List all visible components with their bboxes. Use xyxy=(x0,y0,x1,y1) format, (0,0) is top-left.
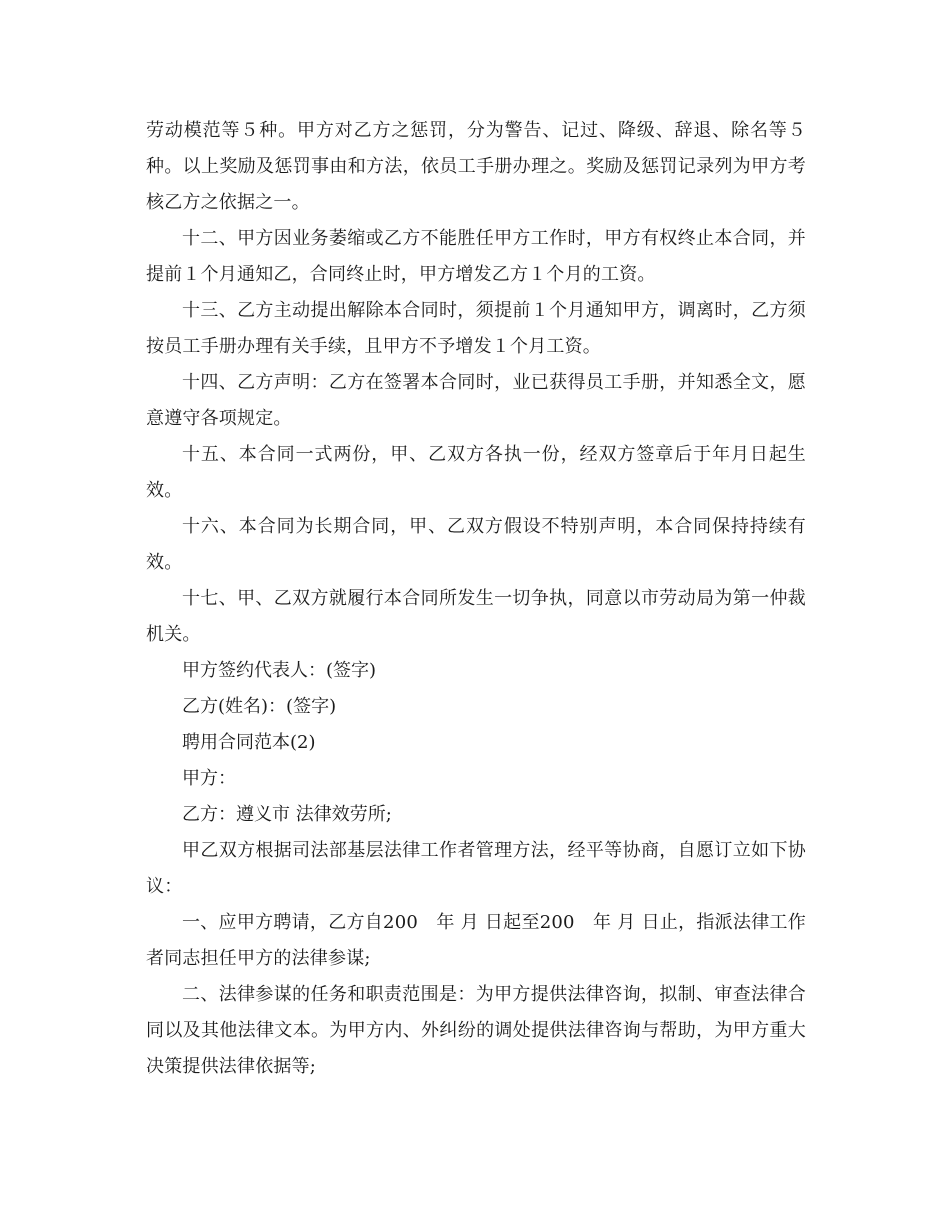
paragraph-clause-12: 十二、甲方因业务萎缩或乙方不能胜任甲方工作时，甲方有权终止本合同，并提前１个月通知乙，合同终止时，甲方增发乙方１个月的工资。 xyxy=(146,228,806,285)
paragraph-clause-13: 十三、乙方主动提出解除本合同时，须提前１个月通知甲方，调离时，乙方须按员工手册办理有关手续，且甲方不予增发１个月工资。 xyxy=(146,300,806,357)
paragraph-article-2: 二、法律参谋的任务和职责范围是：为甲方提供法律咨询，拟制、审查法律合同以及其他法律文本。为甲方内、外纠纷的调处提供法律咨询与帮助，为甲方重大决策提供法律依据等; xyxy=(146,984,806,1077)
paragraph-article-1: 一、应甲方聘请，乙方自200 年 月 日起至200 年 月 日止，指派法律工作者同志担任甲方的法律参谋; xyxy=(146,912,806,969)
party-a-label: 甲方： xyxy=(182,768,236,789)
paragraph-agreement-intro: 甲乙双方根据司法部基层法律工作者管理方法，经平等协商，自愿订立如下协议： xyxy=(146,840,806,897)
party-b-signature-line: 乙方(姓名)：(签字) xyxy=(182,696,337,717)
paragraph-clause-16: 十六、本合同为长期合同，甲、乙双方假设不特别声明，本合同保持持续有效。 xyxy=(146,516,806,573)
paragraph-rewards-penalties: 劳动模范等５种。甲方对乙方之惩罚，分为警告、记过、降级、辞退、除名等５种。以上奖励及惩罚事由和方法，依员工手册办理之。奖励及惩罚记录列为甲方考核乙方之依据之一。 xyxy=(146,120,806,213)
paragraph-clause-17: 十七、甲、乙双方就履行本合同所发生一切争执，同意以市劳动局为第一仲裁机关。 xyxy=(146,588,806,645)
party-a-signature-line: 甲方签约代表人：(签字) xyxy=(182,660,377,681)
paragraph-clause-14: 十四、乙方声明：乙方在签署本合同时，业已获得员工手册，并知悉全文，愿意遵守各项规定。 xyxy=(146,372,806,429)
document-page xyxy=(146,113,806,1085)
contract-template-title: 聘用合同范本(2) xyxy=(182,732,316,753)
paragraph-clause-15: 十五、本合同一式两份，甲、乙双方各执一份，经双方签章后于年月日起生效。 xyxy=(146,444,806,501)
party-b-label: 乙方：遵义市 法律效劳所; xyxy=(182,804,392,825)
